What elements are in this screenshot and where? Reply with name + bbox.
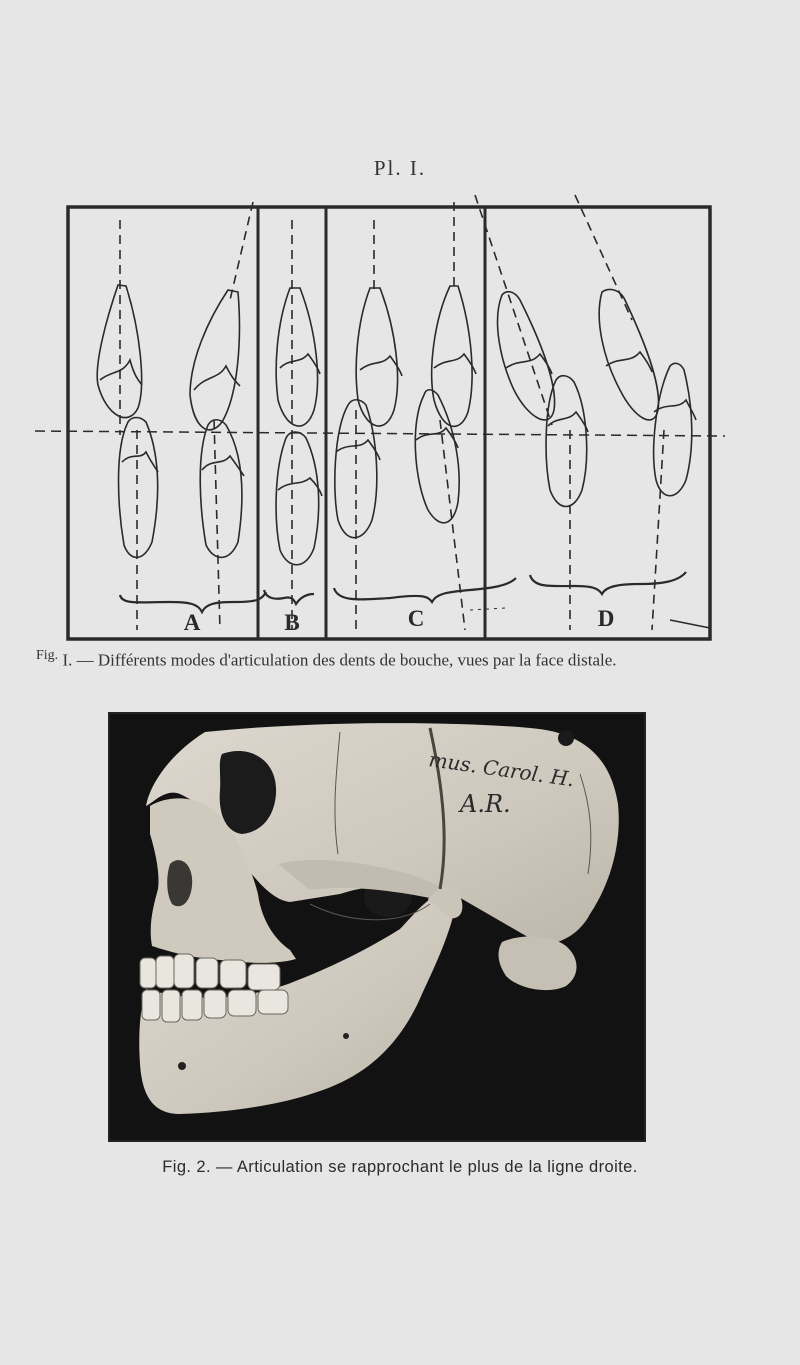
panel-label-a: A — [183, 610, 201, 635]
panel-label-b: B — [284, 610, 300, 635]
figure-1-caption — [36, 648, 776, 671]
figure-1-caption-text: I. — Différents modes d'articulation des dents de bouche, vues par la face distale. — [62, 650, 617, 670]
plate-title: Pl. I. — [373, 156, 427, 180]
panel-b-teeth — [276, 220, 322, 630]
panel-label-d: D — [597, 606, 615, 631]
inscription-museum: mus. Carol. H. — [427, 747, 576, 792]
figure-1-diagram — [30, 190, 770, 650]
figure-1-caption-prefix: Fig. — [36, 648, 59, 663]
panel-c-teeth — [335, 202, 476, 630]
figure-2-skull-photo — [108, 712, 646, 1142]
figure-2-caption: Fig. 2. — Articulation se rapprochant le plus de la ligne droite. — [162, 1158, 638, 1176]
panel-d-teeth — [475, 195, 696, 630]
inscription-initials: A.R. — [460, 790, 511, 818]
panel-a-teeth — [97, 202, 253, 630]
panel-label-c: C — [407, 606, 425, 631]
